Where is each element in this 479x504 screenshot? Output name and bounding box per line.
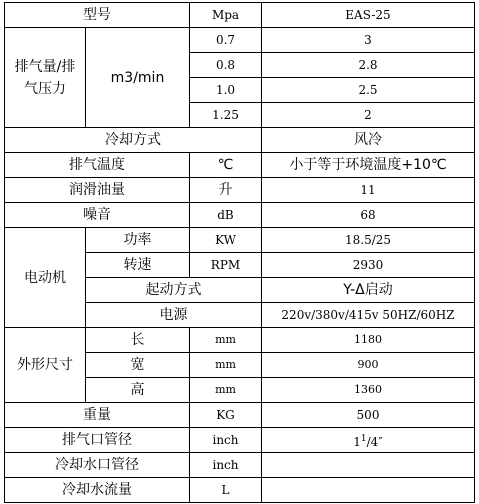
model-value: EAS-25 [262, 3, 475, 28]
displacement-value: 3 [262, 28, 475, 53]
dimensions-label: 外形尺寸 [5, 328, 86, 403]
displacement-label: 排气量/排气压力 [5, 28, 86, 128]
table-row [5, 178, 475, 203]
motor-power-unit: KW [190, 228, 262, 253]
outlet-pipe-unit: inch [190, 428, 262, 453]
exhaust-temp-value: 小于等于环境温度+10℃ [262, 153, 475, 178]
pressure-value: 1.0 [190, 78, 262, 103]
table-row [5, 453, 475, 478]
cooling-value: 风冷 [262, 128, 475, 153]
water-pipe-value [262, 453, 475, 478]
width-label: 宽 [86, 353, 190, 378]
table-row [5, 478, 475, 503]
noise-unit: dB [190, 203, 262, 228]
exhaust-temp-unit: ℃ [190, 153, 262, 178]
noise-label: 噪音 [5, 203, 190, 228]
outlet-pipe-whole: 1 [353, 434, 361, 449]
water-pipe-label: 冷却水口管径 [5, 453, 190, 478]
width-value: 900 [262, 353, 475, 378]
weight-label: 重量 [5, 403, 190, 428]
motor-supply-label: 电源 [86, 303, 262, 328]
table-row [5, 428, 475, 453]
exhaust-temp-label: 排气温度 [5, 153, 190, 178]
water-flow-label: 冷却水流量 [5, 478, 190, 503]
lube-oil-value: 11 [262, 178, 475, 203]
length-unit: mm [190, 328, 262, 353]
motor-speed-value: 2930 [262, 253, 475, 278]
motor-speed-unit: RPM [190, 253, 262, 278]
table-row [5, 328, 475, 353]
pressure-value: 0.7 [190, 28, 262, 53]
table-row [5, 3, 475, 28]
table-row [5, 403, 475, 428]
lube-oil-unit: 升 [190, 178, 262, 203]
displacement-value: 2 [262, 103, 475, 128]
motor-start-label: 起动方式 [86, 278, 262, 303]
height-label: 高 [86, 378, 190, 403]
pressure-value: 1.25 [190, 103, 262, 128]
motor-power-value: 18.5/25 [262, 228, 475, 253]
water-flow-unit: L [190, 478, 262, 503]
outlet-pipe-rest: /4″ [366, 434, 383, 449]
weight-unit: KG [190, 403, 262, 428]
table-row [5, 203, 475, 228]
motor-supply-value: 220v/380v/415v 50HZ/60HZ [262, 303, 475, 328]
pressure-unit: Mpa [190, 3, 262, 28]
length-label: 长 [86, 328, 190, 353]
noise-value: 68 [262, 203, 475, 228]
length-value: 1180 [262, 328, 475, 353]
width-unit: mm [190, 353, 262, 378]
water-pipe-unit: inch [190, 453, 262, 478]
outlet-pipe-label: 排气口管径 [5, 428, 190, 453]
motor-power-label: 功率 [86, 228, 190, 253]
displacement-unit: m3/min [86, 28, 190, 128]
spec-table [4, 2, 475, 503]
table-row [5, 28, 475, 53]
lube-oil-label: 润滑油量 [5, 178, 190, 203]
height-unit: mm [190, 378, 262, 403]
displacement-value: 2.5 [262, 78, 475, 103]
motor-speed-label: 转速 [86, 253, 190, 278]
table-row [5, 153, 475, 178]
model-label: 型号 [5, 3, 190, 28]
cooling-label: 冷却方式 [5, 128, 262, 153]
table-row [5, 128, 475, 153]
pressure-value: 0.8 [190, 53, 262, 78]
outlet-pipe-sup: 1 [360, 433, 367, 444]
motor-start-value: Y-Δ启动 [262, 278, 475, 303]
motor-label: 电动机 [5, 228, 86, 328]
outlet-pipe-value [262, 428, 475, 453]
water-flow-value [262, 478, 475, 503]
table-row [5, 228, 475, 253]
weight-value: 500 [262, 403, 475, 428]
displacement-value: 2.8 [262, 53, 475, 78]
height-value: 1360 [262, 378, 475, 403]
